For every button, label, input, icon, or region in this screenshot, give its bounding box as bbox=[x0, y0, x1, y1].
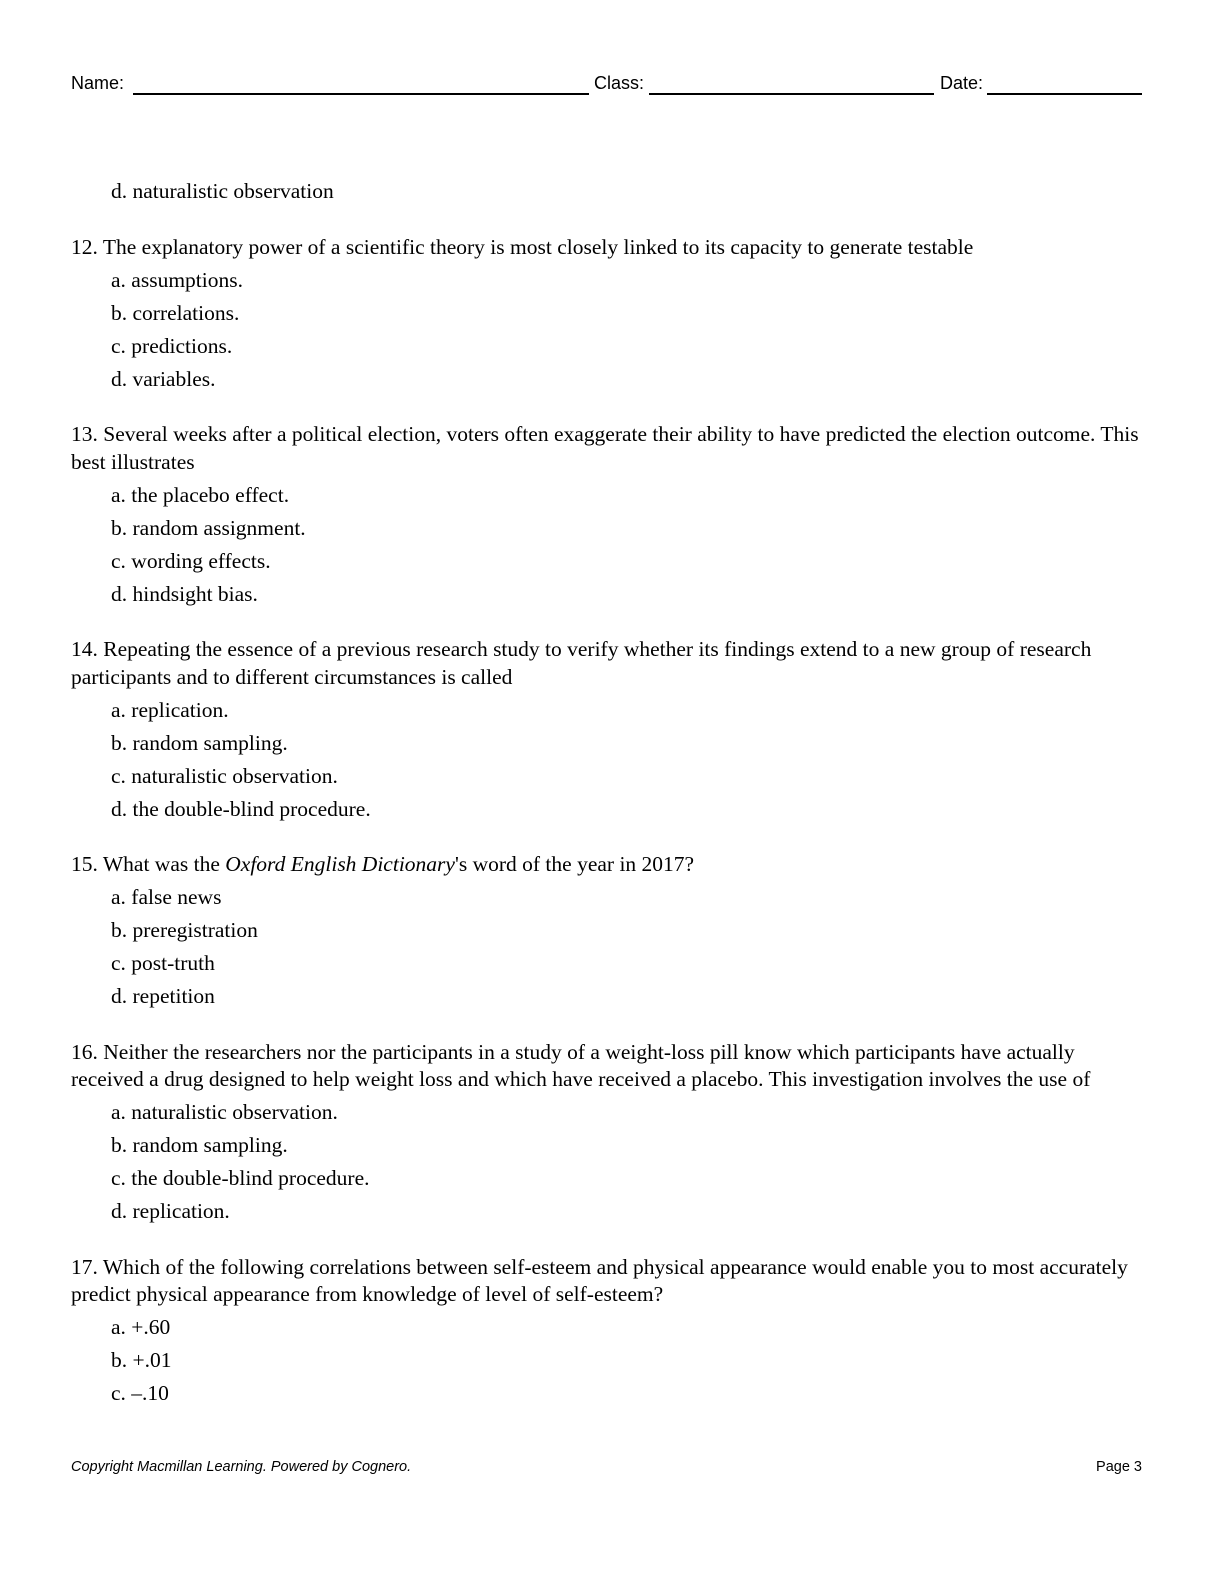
answer-choice-a: a. assumptions. bbox=[111, 267, 243, 292]
answer-choice-c: c. wording effects. bbox=[111, 548, 271, 573]
question-stem bbox=[71, 851, 1146, 879]
stem-text-before: 15. What was the bbox=[71, 852, 226, 876]
answer-choice-a: a. false news bbox=[111, 885, 222, 909]
answer-choice-c: c. –.10 bbox=[111, 1381, 169, 1405]
class-blank-line bbox=[649, 93, 934, 95]
answer-choice-b: b. random sampling. bbox=[111, 730, 288, 755]
question-stem: 13. Several weeks after a political election, voters often exaggerate their ability to have predicted the election outcome. This best illustrates bbox=[71, 422, 1139, 474]
question-16 bbox=[71, 1039, 1146, 1226]
answer-choice-b: b. random assignment. bbox=[111, 515, 306, 540]
question-list bbox=[71, 178, 1146, 1436]
answer-choice-c: c. predictions. bbox=[111, 333, 233, 358]
answer-choice-a: a. +.60 bbox=[111, 1315, 171, 1339]
carryover-answer-choice: d. naturalistic observation bbox=[111, 179, 334, 203]
answer-choice-a: a. the placebo effect. bbox=[111, 482, 290, 507]
answer-choice-b: b. +.01 bbox=[111, 1348, 172, 1372]
question-12 bbox=[71, 234, 1146, 394]
question-14 bbox=[71, 636, 1146, 823]
name-blank-line bbox=[133, 93, 589, 95]
answer-choice-d: d. the double-blind procedure. bbox=[111, 796, 371, 821]
answer-choice-b: b. random sampling. bbox=[111, 1133, 288, 1157]
answer-choice-a: a. naturalistic observation. bbox=[111, 1100, 338, 1124]
answer-choice-d: d. repetition bbox=[111, 984, 215, 1008]
question-stem: 17. Which of the following correlations between self-esteem and physical appearance would enable you to most accurately predict physical appearance from knowledge of level of self-esteem? bbox=[71, 1254, 1128, 1306]
question-stem: 14. Repeating the essence of a previous research study to verify whether its findings extend to a new group of research participants and to different circumstances is called bbox=[71, 637, 1092, 689]
answer-choice-d: d. variables. bbox=[111, 366, 216, 391]
student-info-header bbox=[71, 70, 1142, 98]
question-stem: 16. Neither the researchers nor the participants in a study of a weight-loss pill know which participants have actually received a drug designed to help weight loss and which have received a placebo. This investigation involves the use of bbox=[71, 1039, 1091, 1091]
name-label: Name: bbox=[71, 73, 125, 93]
question-15 bbox=[71, 851, 1146, 1011]
answer-choice-d: d. hindsight bias. bbox=[111, 581, 258, 606]
answer-choice-c: c. the double-blind procedure. bbox=[111, 1166, 370, 1190]
answer-choice-d: d. replication. bbox=[111, 1199, 230, 1223]
question-17 bbox=[71, 1254, 1146, 1408]
class-label: Class: bbox=[594, 73, 645, 93]
question-stem: 12. The explanatory power of a scientific theory is most closely linked to its capacity to generate testable bbox=[71, 234, 974, 259]
date-label: Date: bbox=[940, 73, 984, 93]
question-13 bbox=[71, 421, 1146, 608]
answer-choice-b: b. preregistration bbox=[111, 918, 258, 942]
date-blank-line bbox=[987, 93, 1142, 95]
answer-choice-c: c. naturalistic observation. bbox=[111, 763, 338, 788]
answer-choice-b: b. correlations. bbox=[111, 300, 240, 325]
dictionary-title: Oxford English Dictionary bbox=[225, 852, 455, 876]
copyright-notice: Copyright Macmillan Learning. Powered by Cognero. bbox=[71, 1459, 412, 1475]
page-number: Page 3 bbox=[1096, 1459, 1142, 1475]
answer-choice-a: a. replication. bbox=[111, 697, 229, 722]
stem-text-after: 's word of the year in 2017? bbox=[454, 852, 695, 876]
answer-choice-c: c. post-truth bbox=[111, 951, 215, 975]
